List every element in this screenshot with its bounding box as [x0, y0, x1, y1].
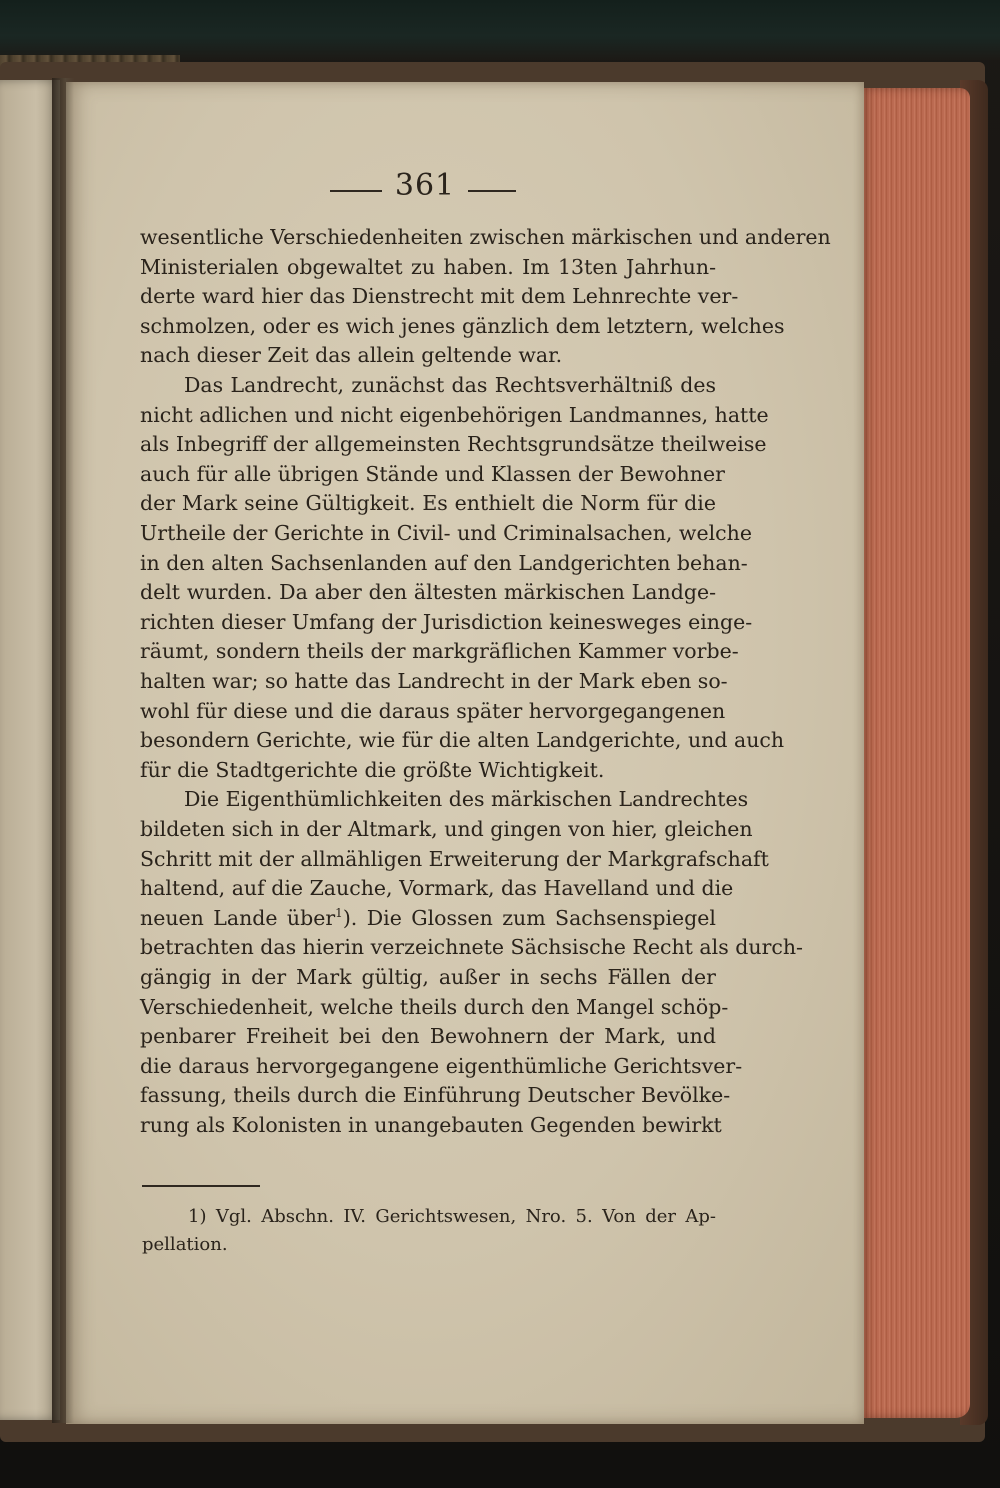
background-cloth	[0, 0, 1000, 60]
page-number: 361	[394, 168, 456, 203]
text-line: delt wurden. Da aber den ältesten märkischen Landge-	[140, 580, 716, 605]
text-line: halten war; so hatte das Landrecht in der Mark eben so-	[140, 669, 728, 693]
text-line: gängig in der Mark gültig, außer in sechs Fällen der	[140, 965, 716, 989]
text-line: bildeten sich in der Altmark, und gingen von hier, gleichen	[140, 817, 753, 841]
footnote-rule	[142, 1185, 260, 1187]
text-line: Die Eigenthümlichkeiten des märkischen Landrechtes	[184, 787, 749, 812]
footnote-line: 1) Vgl. Abschn. IV. Gerichtswesen, Nro. 5. Von der Ap-	[188, 1206, 716, 1227]
text-line: betrachten das hierin verzeichnete Sächsische Recht als durch-	[140, 935, 803, 960]
text-line: die daraus hervorgegangene eigenthümliche Gerichtsver-	[140, 1053, 743, 1078]
text-line: rung als Kolonisten in unangebauten Gegenden bewirkt	[140, 1113, 722, 1137]
text-line: Verschiedenheit, welche theils durch den Mangel schöp-	[140, 994, 729, 1019]
text-line: auch für alle übrigen Stände und Klassen der Bewohner	[140, 461, 725, 486]
text-line: nach dieser Zeit das allein geltende war.	[140, 343, 563, 368]
text-line: Urtheile der Gerichte in Civil- und Criminalsachen, welche	[140, 521, 752, 545]
text-line: penbarer Freiheit bei den Bewohnern der Mark, und	[140, 1024, 716, 1049]
text-line: in den alten Sachsenlanden auf den Landgerichten behan-	[140, 550, 748, 575]
text-line	[140, 903, 716, 933]
page-edges	[858, 88, 970, 1418]
text-line: Das Landrecht, zunächst das Rechtsverhältniß des	[184, 373, 716, 397]
text-line: fassung, theils durch die Einführung Deutscher Bevölke-	[140, 1083, 731, 1108]
text-run: neuen Lande über	[140, 905, 336, 930]
text-line: nicht adlichen und nicht eigenbehörigen Landmannes, hatte	[140, 402, 769, 427]
page-gutter	[52, 78, 74, 1423]
text-line: richten dieser Umfang der Jurisdiction keinesweges einge-	[140, 609, 753, 634]
text-line: der Mark seine Gültigkeit. Es enthielt die Norm für die	[140, 491, 716, 516]
header-rule-right	[468, 190, 516, 192]
text-line: derte ward hier das Dienstrecht mit dem Lehnrechte ver-	[140, 284, 739, 309]
text-line: wohl für diese und die daraus später hervorgegangenen	[140, 698, 726, 723]
text-line: Schritt mit der allmähligen Erweiterung der Markgrafschaft	[140, 846, 769, 871]
text-line: wesentliche Verschiedenheiten zwischen märkischen und anderen	[140, 225, 831, 249]
header-rule-left	[330, 190, 382, 192]
text-line: räumt, sondern theils der markgräflichen Kammer vorbe-	[140, 639, 739, 664]
text-line: haltend, auf die Zauche, Vormark, das Havelland und die	[140, 876, 734, 901]
page-header	[66, 168, 864, 208]
text-run: ). Die Glossen zum Sachsenspiegel	[342, 905, 716, 930]
text-line: als Inbegriff der allgemeinsten Rechtsgrundsätze theilweise	[140, 432, 767, 457]
text-line: besondern Gerichte, wie für die alten Landgerichte, und auch	[140, 728, 785, 753]
previous-page-edge	[0, 80, 60, 1420]
text-line: Ministerialen obgewaltet zu haben. Im 13ten Jahrhun-	[140, 254, 716, 279]
text-line: für die Stadtgerichte die größte Wichtigkeit.	[140, 757, 605, 782]
footnote-marker: 1	[335, 905, 343, 920]
footnote-line: pellation.	[142, 1234, 228, 1255]
text-line: schmolzen, oder es wich jenes gänzlich dem letztern, welches	[140, 313, 785, 338]
